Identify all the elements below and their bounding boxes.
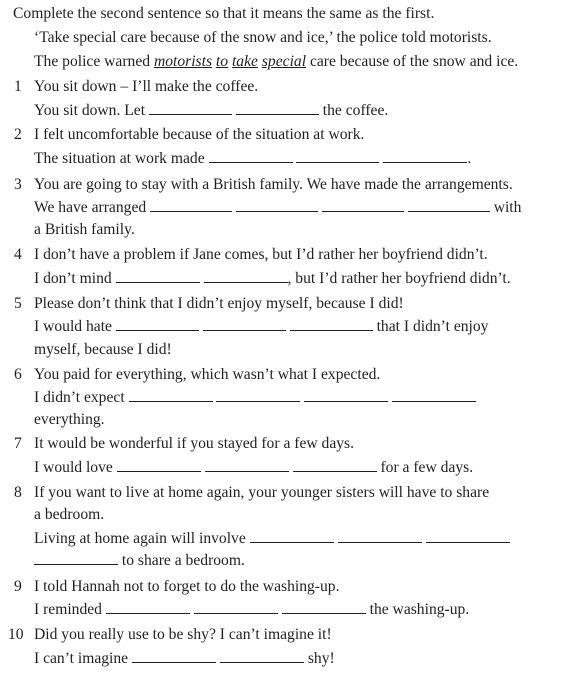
answer-blank[interactable] xyxy=(203,317,286,331)
example-original: ‘Take special care because of the snow and ice,’ the police told motorists. xyxy=(34,29,492,46)
example-word-3: take xyxy=(231,53,258,70)
item-start: I reminded xyxy=(34,601,102,618)
item-answer-line xyxy=(34,649,335,669)
item-number: 6 xyxy=(14,366,22,383)
answer-blank[interactable] xyxy=(250,529,334,543)
item-original: You paid for everything, which wasn’t what I expected. xyxy=(34,366,381,383)
item-answer-line xyxy=(34,101,388,121)
answer-blank[interactable] xyxy=(296,149,379,163)
item-answer-line xyxy=(34,198,521,218)
answer-blank[interactable] xyxy=(293,458,377,472)
item-answer-line xyxy=(34,529,510,549)
item-number: 8 xyxy=(14,484,22,501)
item-number: 3 xyxy=(14,176,22,193)
answer-blank[interactable] xyxy=(338,529,422,543)
item-continuation-line xyxy=(34,551,245,571)
example-word-2: to xyxy=(215,53,229,70)
item-answer-line xyxy=(34,388,476,408)
item-original: You are going to stay with a British family. We have made the arrangements. xyxy=(34,176,513,193)
item-start: I don’t mind xyxy=(34,270,112,287)
answer-blank[interactable] xyxy=(216,388,300,402)
item-start: I would love xyxy=(34,459,113,476)
item-number: 4 xyxy=(14,246,22,263)
item-number: 1 xyxy=(14,78,22,95)
answer-blank[interactable] xyxy=(236,198,318,212)
item-end: shy! xyxy=(307,650,335,667)
answer-blank[interactable] xyxy=(132,649,216,663)
answer-blank[interactable] xyxy=(150,198,232,212)
answer-blank[interactable] xyxy=(383,149,467,163)
item-continuation: everything. xyxy=(34,411,105,428)
item-start: I can’t imagine xyxy=(34,650,129,667)
item-end: the washing-up. xyxy=(369,601,470,618)
item-answer-line xyxy=(34,269,511,289)
item-original: You sit down – I’ll make the coffee. xyxy=(34,78,259,95)
example-word-4: special xyxy=(261,53,307,70)
item-start: You sit down. Let xyxy=(34,102,146,119)
item-answer-line xyxy=(34,458,473,478)
answer-blank[interactable] xyxy=(220,649,304,663)
item-continuation: myself, because I did! xyxy=(34,341,172,358)
item-start: I didn’t expect xyxy=(34,389,125,406)
item-number: 5 xyxy=(14,295,22,312)
item-start: I would hate xyxy=(34,318,112,335)
item-answer-line xyxy=(34,149,471,169)
answer-blank[interactable] xyxy=(204,269,288,283)
answer-blank[interactable] xyxy=(149,101,232,115)
answer-blank[interactable] xyxy=(116,317,199,331)
item-original: I don’t have a problem if Jane comes, but I’d rather her boyfriend didn’t. xyxy=(34,246,488,263)
item-end: with xyxy=(493,199,522,216)
example-word-1: motorists xyxy=(153,53,213,70)
answer-blank[interactable] xyxy=(106,600,190,614)
item-original: It would be wonderful if you stayed for a few days. xyxy=(34,435,355,452)
item-original-continuation: a bedroom. xyxy=(34,506,105,523)
item-original: I felt uncomfortable because of the situation at work. xyxy=(34,126,365,143)
example-answer-prefix: The police warned xyxy=(34,53,151,70)
answer-blank[interactable] xyxy=(236,101,319,115)
item-end: . xyxy=(467,150,472,167)
answer-blank[interactable] xyxy=(129,388,213,402)
item-number: 7 xyxy=(14,435,22,452)
answer-blank[interactable] xyxy=(116,269,200,283)
answer-blank[interactable] xyxy=(282,600,366,614)
item-original: Did you really use to be shy? I can’t imagine it! xyxy=(34,626,332,643)
item-number: 10 xyxy=(8,626,24,643)
instruction: Complete the second sentence so that it means the same as the first. xyxy=(13,5,435,22)
answer-blank[interactable] xyxy=(290,317,373,331)
item-end: for a few days. xyxy=(380,459,474,476)
answer-blank[interactable] xyxy=(194,600,278,614)
item-end: the coffee. xyxy=(322,102,389,119)
answer-blank[interactable] xyxy=(322,198,404,212)
example-answer-suffix: care because of the snow and ice. xyxy=(309,53,519,70)
item-end: , but I’d rather her boyfriend didn’t. xyxy=(287,270,511,287)
answer-blank[interactable] xyxy=(426,529,510,543)
item-start: Living at home again will involve xyxy=(34,530,246,547)
answer-blank[interactable] xyxy=(408,198,490,212)
example-answer xyxy=(34,52,518,72)
item-original: Please don’t think that I didn’t enjoy myself, because I did! xyxy=(34,295,404,312)
answer-blank[interactable] xyxy=(304,388,388,402)
item-answer-line xyxy=(34,317,488,337)
item-number: 9 xyxy=(14,578,22,595)
item-continuation: to share a bedroom. xyxy=(121,552,245,569)
item-start: We have arranged xyxy=(34,199,147,216)
item-number: 2 xyxy=(14,126,22,143)
answer-blank[interactable] xyxy=(392,388,476,402)
answer-blank[interactable] xyxy=(205,458,289,472)
item-original: If you want to live at home again, your younger sisters will have to share xyxy=(34,484,490,501)
answer-blank[interactable] xyxy=(117,458,201,472)
answer-blank[interactable] xyxy=(209,149,293,163)
item-original: I told Hannah not to forget to do the washing-up. xyxy=(34,578,340,595)
item-continuation: a British family. xyxy=(34,221,135,238)
item-end: that I didn’t enjoy xyxy=(376,318,489,335)
item-start: The situation at work made xyxy=(34,150,205,167)
answer-blank[interactable] xyxy=(34,551,118,565)
item-answer-line xyxy=(34,600,469,620)
